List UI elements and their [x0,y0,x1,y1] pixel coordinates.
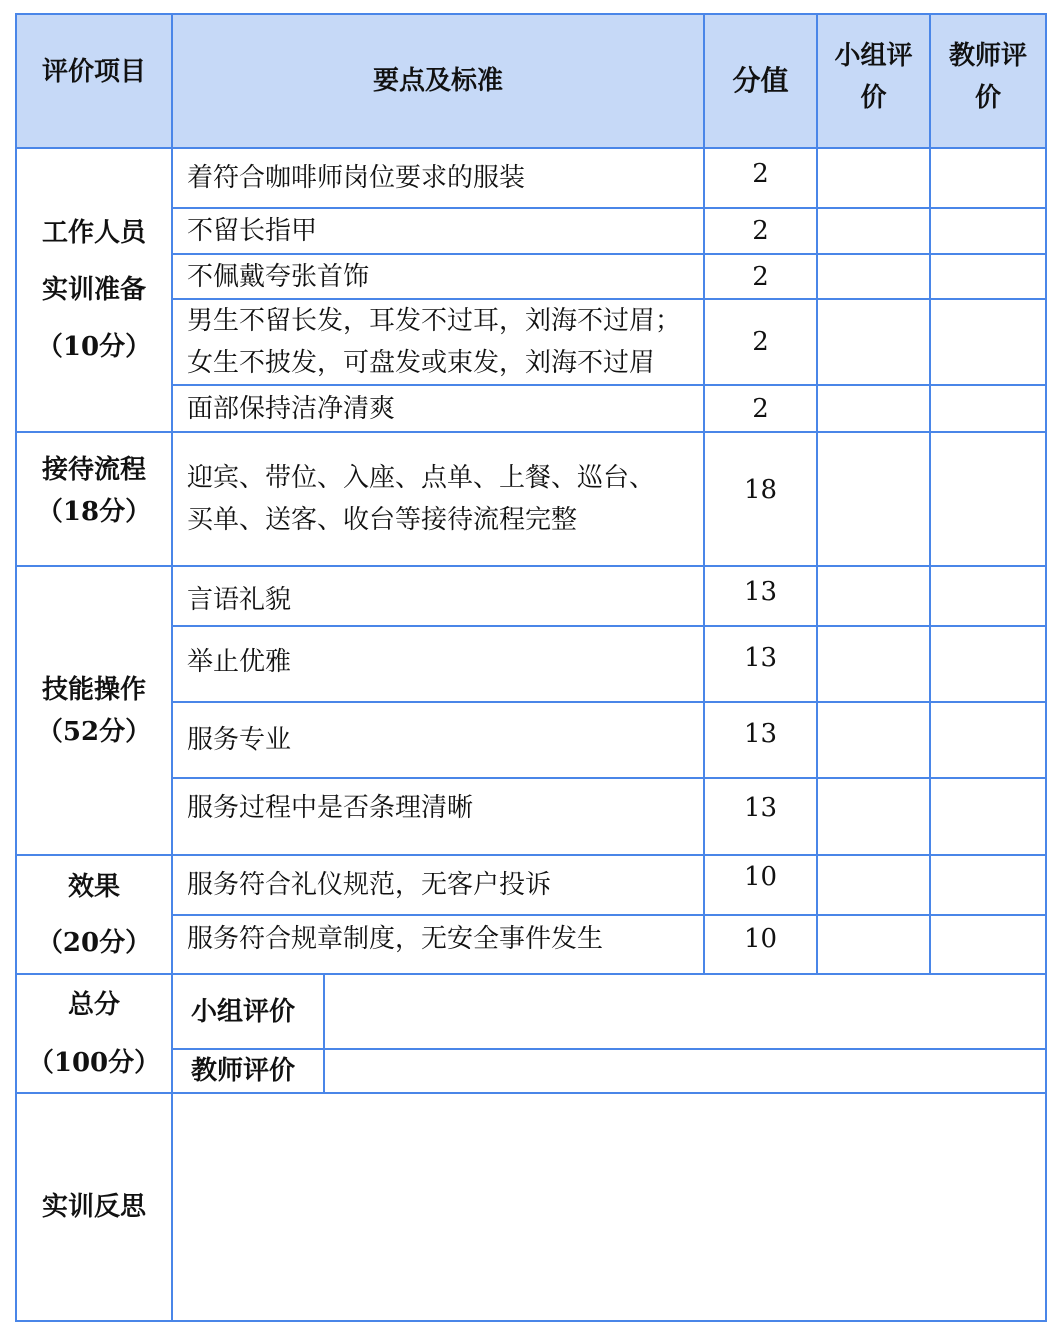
header-teacher-eval [930,14,1046,148]
item-text [172,702,704,778]
header-teacher-eval-line1: 教师评 [949,41,1028,71]
item-text [172,566,704,626]
total-label [16,974,172,1093]
total-label-line: 总分 [67,989,120,1020]
item-line: 服务过程中是否条理清晰 [187,793,474,823]
item-text [172,148,704,208]
group-score-cell[interactable] [817,778,930,855]
group-score-cell[interactable] [817,702,930,778]
item-score: 10 [704,855,817,915]
teacher-score-cell[interactable] [930,915,1046,974]
teacher-score-cell[interactable] [930,626,1046,702]
item-text [172,778,704,855]
item-score: 18 [704,432,817,566]
item-text [172,915,704,974]
item-score: 2 [704,299,817,385]
item-score: 2 [704,254,817,299]
teacher-score-cell[interactable] [930,566,1046,626]
teacher-score-cell[interactable] [930,148,1046,208]
category-skills [16,566,172,855]
item-line: 不佩戴夸张首饰 [187,261,370,292]
item-text [172,432,704,566]
item-score: 10 [704,915,817,974]
header-key-points: 要点及标准 [172,14,704,148]
header-group-eval-line1: 小组评 [834,41,913,71]
category-line: （20分） [36,927,152,958]
total-teacher-label: 教师评价 [172,1049,324,1093]
group-score-cell[interactable] [817,566,930,626]
teacher-score-cell[interactable] [930,208,1046,254]
teacher-score-cell[interactable] [930,254,1046,299]
item-line: 着符合咖啡师岗位要求的服装 [187,163,526,193]
item-score: 13 [704,702,817,778]
group-score-cell[interactable] [817,208,930,254]
category-reception [16,432,172,566]
item-text [172,299,704,385]
total-teacher-value-cell[interactable] [324,1049,1046,1093]
table-row [16,432,1046,566]
group-score-cell[interactable] [817,626,930,702]
teacher-score-cell[interactable] [930,778,1046,855]
item-line: 男生不留长发，耳发不过耳，刘海不过眉； [187,306,682,336]
item-line: 不留长指甲 [187,216,318,246]
item-score: 2 [704,385,817,432]
header-score-label: 分值 [732,64,789,97]
item-line: 面部保持洁净清爽 [187,393,396,424]
total-row-group [16,974,1046,1049]
category-line: 接待流程 [41,455,146,485]
table-row [16,566,1046,626]
teacher-score-cell[interactable] [930,299,1046,385]
item-line: 服务符合规章制度，无安全事件发生 [187,924,604,954]
category-effect [16,855,172,974]
group-score-cell[interactable] [817,254,930,299]
header-evaluation-item: 评价项目 [16,14,172,148]
item-line: 女生不披发，可盘发或束发，刘海不过眉 [187,348,656,378]
total-group-label: 小组评价 [172,974,324,1049]
item-line: 服务专业 [187,725,292,755]
group-score-cell[interactable] [817,915,930,974]
reflection-row [16,1093,1046,1321]
reflection-content-cell[interactable] [172,1093,1046,1321]
category-line: 实训准备 [41,274,146,305]
category-line: 效果 [67,871,120,902]
item-line: 举止优雅 [187,647,292,677]
category-line: 技能操作 [41,674,146,705]
total-label-line: （100分） [27,1047,161,1078]
item-text [172,208,704,254]
item-score: 13 [704,626,817,702]
teacher-score-cell[interactable] [930,702,1046,778]
category-line: 工作人员 [41,217,146,248]
category-line: （18分） [36,497,152,527]
group-score-cell[interactable] [817,299,930,385]
item-line: 言语礼貌 [187,585,292,615]
teacher-score-cell[interactable] [930,432,1046,566]
teacher-score-cell[interactable] [930,385,1046,432]
teacher-score-cell[interactable] [930,855,1046,915]
item-text [172,254,704,299]
item-line: 买单、送客、收台等接待流程完整 [187,505,578,535]
total-group-value-cell[interactable] [324,974,1046,1049]
item-text [172,626,704,702]
item-line: 服务符合礼仪规范，无客户投诉 [187,870,552,900]
reflection-label: 实训反思 [16,1093,172,1321]
header-group-eval [817,14,930,148]
table-row [16,148,1046,208]
group-score-cell[interactable] [817,148,930,208]
header-teacher-eval-line2: 价 [975,83,1002,113]
header-score [704,14,817,148]
item-line: 迎宾、带位、入座、点单、上餐、巡台、 [187,463,656,493]
group-score-cell[interactable] [817,855,930,915]
item-text [172,385,704,432]
item-score: 2 [704,208,817,254]
item-score: 13 [704,778,817,855]
category-line: （52分） [36,716,152,747]
header-group-eval-line2: 价 [860,83,887,113]
item-score: 2 [704,148,817,208]
header-row [16,14,1046,148]
item-score: 13 [704,566,817,626]
category-line: （10分） [36,331,152,362]
group-score-cell[interactable] [817,432,930,566]
evaluation-table [15,13,1047,1322]
table-row [16,855,1046,915]
group-score-cell[interactable] [817,385,930,432]
category-preparation [16,148,172,432]
item-text [172,855,704,915]
